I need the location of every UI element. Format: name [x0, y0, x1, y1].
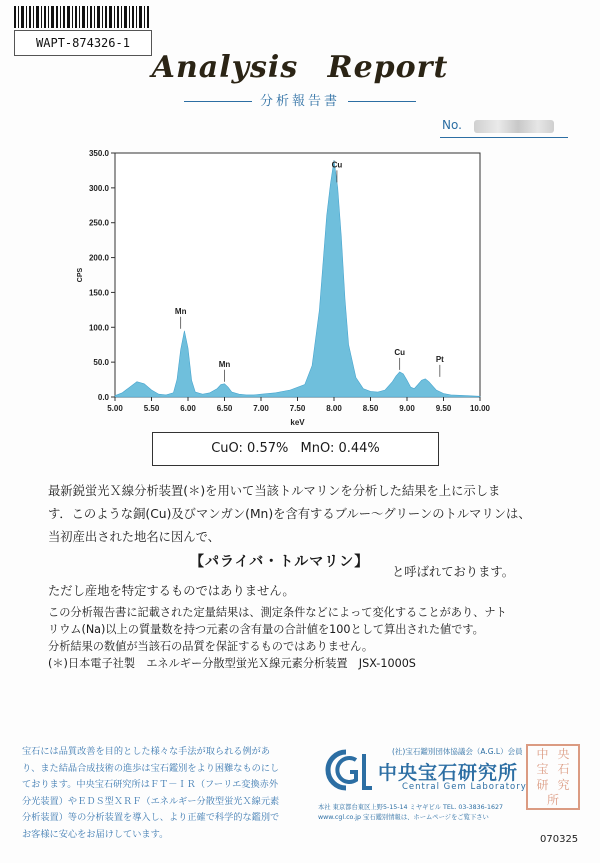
x-tick-label: 9.50 [435, 404, 452, 413]
y-tick-label: 350.0 [88, 149, 109, 158]
org-english-name: Central Gem Laboratory [402, 782, 527, 792]
x-tick-label: 6.50 [216, 404, 233, 413]
note-line-4: (＊)日本電子社製 エネルギー分散型蛍光Ｘ線元素分析装置 JSX-1000S [48, 657, 416, 670]
x-tick-label: 9.00 [399, 404, 415, 413]
serial-number: WAPT-874326-1 [14, 30, 152, 56]
cgl-logo-icon [322, 744, 374, 796]
y-tick-label: 300.0 [88, 183, 109, 193]
y-tick-label: 50.0 [93, 358, 109, 368]
x-tick-label: 6.00 [180, 404, 196, 413]
org-membership: (社)宝石鑑別団体協議会（A.G.L）会員 [392, 747, 523, 756]
lab-disclaimer: 宝石には品質改善を目的とした様々な手法が取られる例があり、また結晶合成技術の進歩は宝石鑑別をより困難なものにしております。中央宝石研究所はＦＴ－ＩＲ（フーリエ変換赤外分光装置）やＥＤＳ型ＸＲＦ（エネルギー分散型蛍光Ｘ線元素分析装置）等の分析装置を導入し、より正確で科学的な鑑別でお客様に安心をお届けしています。 [22, 746, 280, 840]
oxide-ratio-box [152, 432, 439, 466]
notes-block [48, 604, 507, 672]
org-address [318, 803, 503, 823]
peak-label: Cu [331, 160, 343, 170]
peak-label: Cu [394, 347, 406, 357]
y-tick-label: 250.0 [88, 218, 109, 228]
body-called: と呼ばれております。 [392, 565, 514, 579]
org-name: 中央宝石研究所 [378, 762, 519, 784]
x-tick-label: 5.50 [143, 404, 160, 413]
note-line-2: リウム(Na)以上の質量数を持つ元素の含有量の合計値を100として算出された値です。 [48, 623, 484, 636]
y-tick-label: 200.0 [88, 253, 109, 263]
lab-seal-stamp: 中 央 宝 石 研 究 所 [526, 744, 580, 810]
body-line-4: ただし産地を特定するものではありません。 [48, 584, 295, 598]
gem-name-highlight: 【パライバ・トルマリン】 [190, 554, 370, 570]
peak-label: Pt [435, 354, 444, 364]
redacted-number [474, 120, 554, 133]
x-tick-label: 7.00 [253, 404, 269, 413]
x-tick-label: 8.00 [326, 404, 342, 413]
x-tick-label: 7.50 [289, 404, 306, 413]
address-line: 本社 東京都台東区上野5-15-14 ミヤギビル TEL. 03-3836-1627 [318, 804, 503, 811]
report-subtitle: 分析報告書 [150, 90, 450, 109]
y-tick-label: 0.0 [97, 393, 109, 402]
y-tick-label: 150.0 [88, 288, 109, 298]
y-axis-label: CPS [77, 267, 84, 283]
report-number [440, 117, 568, 138]
peak-label: Mn [218, 359, 231, 369]
body-line-2: す．このような銅(Cu)及びマンガン(Mn)を含有するブルー～グリーンのトルマリンは、 [48, 507, 531, 521]
plot-area [115, 153, 480, 397]
y-tick-label: 100.0 [88, 323, 109, 333]
report-number-label: No. [442, 118, 462, 132]
x-tick-label: 8.50 [362, 404, 379, 413]
peak-label: Mn [174, 306, 187, 316]
website-line: www.cgl.co.jp 宝石鑑別情報は、ホームページをご覧下さい [318, 814, 489, 821]
note-line-3: 分析結果の数値が当該石の品質を保証するものではありません。 [48, 640, 374, 653]
x-tick-label: 10.00 [469, 404, 491, 413]
report-title: Analysis Report [151, 50, 449, 85]
body-line-1: 最新鋭蛍光Ｘ線分析装置(＊)を用いて当該トルマリンを分析した結果を上に示しま [48, 484, 501, 498]
barcode [14, 6, 150, 28]
x-tick-label: 5.00 [107, 404, 123, 413]
body-line-3: 当初産出された地名に因んで、 [48, 530, 220, 544]
document-code: 070325 [540, 834, 579, 845]
note-line-1: この分析報告書に記載された定量結果は、測定条件などによって変化することがあり、ナト [48, 606, 507, 619]
xrf-spectrum-chart [70, 145, 500, 425]
mno-value: MnO: 0.44% [300, 441, 380, 456]
x-axis-label: keV [290, 418, 305, 425]
cuo-value: CuO: 0.57% [211, 441, 289, 456]
